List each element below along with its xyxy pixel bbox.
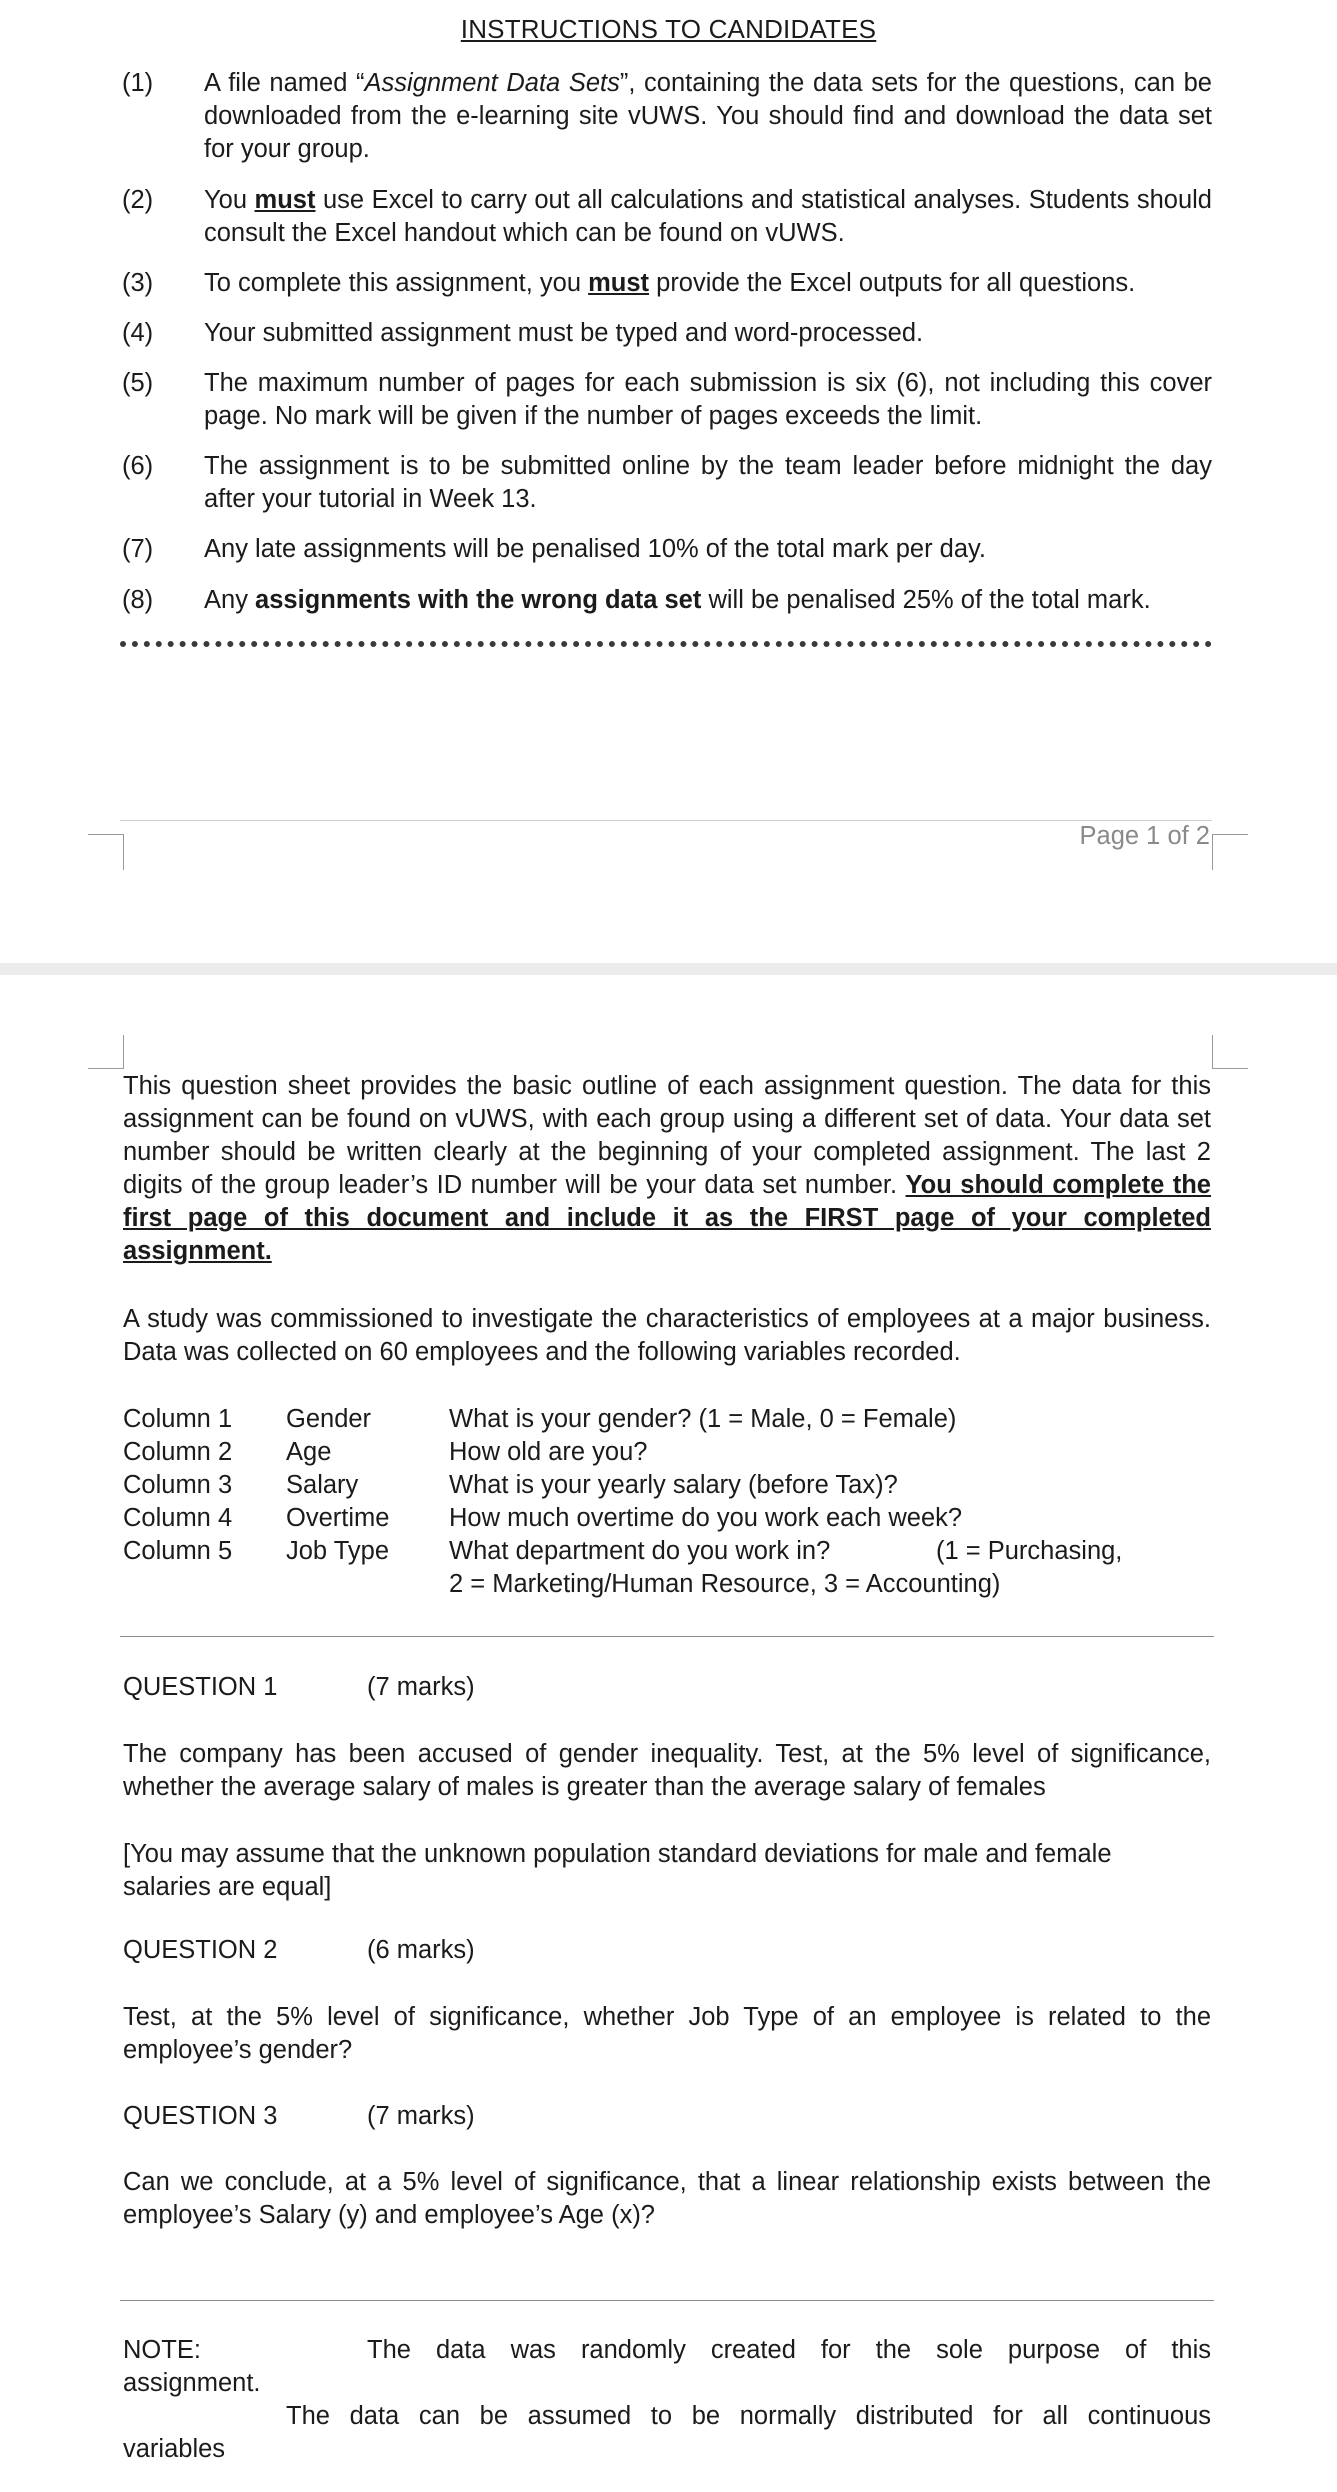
- question-3-text: Can we conclude, at a 5% level of significance, that a linear relationship exists between the employee’s Salary (y) and employee’s Age (x)?: [123, 2168, 1211, 2229]
- footer-rule: [120, 820, 1212, 821]
- note-label: NOTE:: [123, 2336, 201, 2364]
- crop-mark: [1212, 834, 1248, 835]
- question-1-text: The company has been accused of gender inequality. Test, at the 5% level of significance, whether the average salary of males is greater than the average salary of females: [123, 1740, 1211, 1801]
- note-line-2-end: variables: [123, 2435, 226, 2463]
- crop-mark: [123, 834, 124, 870]
- instruction-6: (6) The assignment is to be submitted online by the team leader before midnight the day after your tutorial in Week 13.: [122, 452, 1212, 513]
- intro-paragraph: This question sheet provides the basic outline of each assignment question. The data for this assignment can be found on vUWS, with each group using a different set of data. Your data set number should be written clearly at the beginning of your completed assignment. The last 2 digits of the group leader’s ID number will be your data set number. You should complete the first page of this document and include it as the FIRST page of your completed assignment.: [123, 1072, 1211, 1265]
- note-line-1: The data was randomly created for the sole purpose of this: [367, 2336, 1211, 2364]
- question-3-heading: QUESTION 3 (7 marks): [123, 2102, 475, 2130]
- question-2-text: Test, at the 5% level of significance, whether Job Type of an employee is related to the employee’s gender?: [123, 2003, 1211, 2064]
- note-line-2: The data can be assumed to be normally distributed for all continuous: [286, 2402, 1211, 2430]
- question-1-note: [You may assume that the unknown population standard deviations for male and female salaries are equal]: [123, 1840, 1112, 1901]
- instruction-3: (3) To complete this assignment, you must provide the Excel outputs for all questions.: [122, 269, 1136, 297]
- page-2: This question sheet provides the basic outline of each assignment question. The data for this assignment can be found on vUWS, with each group using a different set of data. Your data set number should be written clearly at the beginning of your completed assignment. The last 2 digits of the group leader’s ID number will be your data set number. You should complete the first page of this document and include it as the FIRST page of your completed assignment. A study was commissioned to investigate the characteristics of employees at a major business. Data was collected on 60 employees and the following variables recorded. Column 1 Gender What is your gender? (1 = Male, 0 = Female) Column 2 Age How old are you? Column 3 Salary What is your yearly salary (before Tax)? Column 4 Overtime How much overtime do you work each week? Column 5 Job Type What department do you work in? (1 = Purchasing, 2 = Marketing/Human Resource, 3 = Accounting) QUESTION 1 (7 marks) The company has been accused of gender inequality. Test, at the 5% level of significance, whether the average salary of males is greater than the average salary of females [You may assume that the unknown population standard deviations for male and female salaries are equal] QUESTION 2 (6 marks) Test, at the 5% level of significance, whether Job Type of an employee is related to the employee’s gender? QUESTION 3 (7 marks) Can we conclude, at a 5% level of significance, that a linear relationship exists between the employee’s Salary (y) and employee’s Age (x)? NOTE: The data was randomly created for the sole purpose of this assignment. The data can be assumed to be normally distributed for all continuous variables: [0, 975, 1337, 2492]
- crop-mark: [123, 1035, 124, 1069]
- page-1: [0, 0, 1337, 963]
- crop-mark: [1212, 834, 1213, 870]
- crop-mark: [88, 834, 124, 835]
- crop-mark: [1212, 1068, 1248, 1069]
- page-number: Page 1 of 2: [1079, 822, 1210, 850]
- study-paragraph: A study was commissioned to investigate the characteristics of employees at a major business. Data was collected on 60 employees and the following variables recorded.: [123, 1305, 1211, 1366]
- section-divider: [120, 2300, 1214, 2301]
- crop-mark: [1212, 1035, 1213, 1069]
- crop-mark: [88, 1068, 124, 1069]
- instruction-4: (4) Your submitted assignment must be typed and word-processed.: [122, 319, 924, 347]
- instruction-7: (7) Any late assignments will be penalised 10% of the total mark per day.: [122, 535, 986, 563]
- question-2-heading: QUESTION 2 (6 marks): [123, 1936, 475, 1964]
- dotted-divider: [120, 641, 1212, 647]
- question-1-heading: QUESTION 1 (7 marks): [123, 1673, 475, 1701]
- instruction-5: (5) The maximum number of pages for each submission is six (6), not including this cover page. No mark will be given if the number of pages exceeds the limit.: [122, 369, 1212, 430]
- instruction-2: (2) You must use Excel to carry out all calculations and statistical analyses. Students should consult the Excel handout which can be found on vUWS.: [122, 186, 1212, 247]
- note-line-1-end: assignment.: [123, 2369, 261, 2397]
- instructions-title: INSTRUCTIONS TO CANDIDATES: [460, 14, 877, 44]
- instruction-8: (8) Any assignments with the wrong data set will be penalised 25% of the total mark.: [122, 586, 1151, 614]
- page-separator: [0, 963, 1337, 975]
- instruction-1: (1) A file named “Assignment Data Sets”, containing the data sets for the questions, can be downloaded from the e-learning site vUWS. You should find and download the data set for your group.: [122, 69, 1212, 163]
- section-divider: [120, 1636, 1214, 1637]
